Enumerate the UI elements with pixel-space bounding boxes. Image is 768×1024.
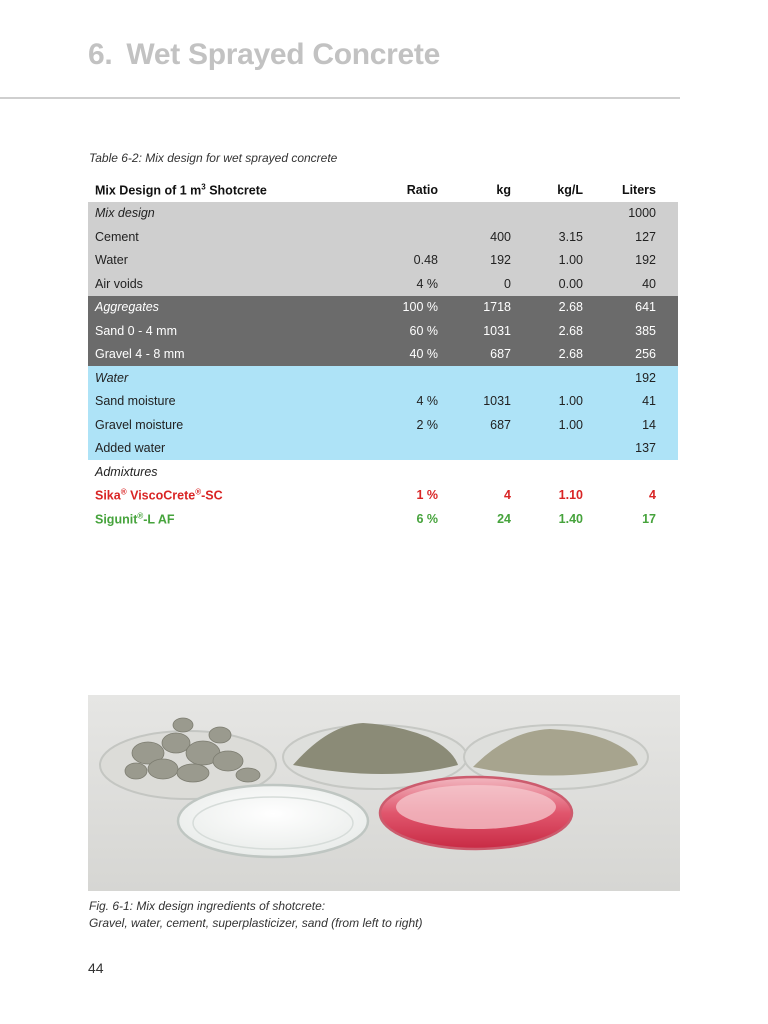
- row-kgl: 1.00: [558, 394, 583, 409]
- row-liters: 41: [642, 394, 656, 409]
- row-name: Cement: [95, 229, 139, 244]
- product-name-part: -SC: [201, 488, 223, 503]
- registered-mark: ®: [120, 487, 127, 497]
- product-name-part: Sika: [95, 488, 121, 503]
- row-liters: 192: [635, 370, 656, 385]
- table-row-air-voids: [88, 272, 678, 296]
- row-kgl: 2.68: [558, 323, 583, 338]
- table-header-row: [88, 178, 678, 202]
- row-liters: 137: [635, 441, 656, 456]
- header-liters: Liters: [621, 182, 656, 197]
- header-mix-design: [95, 182, 267, 197]
- table-row-sand: [88, 319, 678, 343]
- row-kg: 1031: [483, 323, 511, 338]
- registered-mark: ®: [137, 511, 144, 521]
- table-row-cement: [88, 225, 678, 249]
- mix-design-table: [88, 178, 678, 531]
- row-name: Aggregates: [95, 300, 159, 315]
- title-divider: [0, 97, 680, 99]
- row-name: Air voids: [95, 276, 143, 291]
- table-row-sand-moisture: [88, 390, 678, 414]
- row-kgl: 0.00: [558, 276, 583, 291]
- row-kg: 687: [490, 417, 511, 432]
- row-kgl: 1.00: [558, 253, 583, 268]
- registered-mark: ®: [195, 487, 202, 497]
- product-name-part: Sigunit: [95, 512, 138, 527]
- table-row-mix-design: [88, 202, 678, 226]
- row-liters: 4: [649, 488, 656, 503]
- row-liters: 40: [642, 276, 656, 291]
- row-name: Gravel 4 - 8 mm: [95, 347, 185, 362]
- table-row-gravel: [88, 343, 678, 367]
- figure-caption-line2: Gravel, water, cement, superplasticizer, sand (from left to right): [89, 916, 423, 930]
- row-kgl: 1.00: [558, 417, 583, 432]
- row-name: Added water: [95, 441, 166, 456]
- header-kgl: kg/L: [557, 182, 583, 197]
- row-ratio: 100 %: [402, 300, 438, 315]
- row-kg: 1718: [483, 300, 511, 315]
- row-kgl: 2.68: [558, 300, 583, 315]
- table-row-admixtures: [88, 460, 678, 484]
- table-row-sigunit: [88, 507, 678, 531]
- row-ratio: 1 %: [416, 488, 438, 503]
- header-kg: kg: [496, 182, 511, 197]
- row-ratio: 0.48: [413, 253, 438, 268]
- table-row-sika-viscocrete: [88, 484, 678, 508]
- header-name-suffix: Shotcrete: [205, 183, 267, 198]
- row-kgl: 3.15: [558, 229, 583, 244]
- row-kg: 1031: [483, 394, 511, 409]
- chapter-number: 6.: [88, 38, 113, 71]
- row-kgl: 1.10: [558, 488, 583, 503]
- row-kg: 192: [490, 253, 511, 268]
- row-name: Sand moisture: [95, 394, 176, 409]
- table-row-gravel-moisture: [88, 413, 678, 437]
- header-name-text: Mix Design of 1 m: [95, 183, 202, 198]
- row-kg: 4: [504, 488, 511, 503]
- page-number: 44: [88, 960, 104, 976]
- table-row-added-water: [88, 437, 678, 461]
- chapter-title-text: Wet Sprayed Concrete: [126, 38, 440, 71]
- ingredients-photo: [88, 695, 680, 891]
- ingredients-illustration: [88, 695, 680, 891]
- row-name: Gravel moisture: [95, 417, 184, 432]
- row-liters: 385: [635, 323, 656, 338]
- table-row-aggregates: [88, 296, 678, 320]
- row-liters: 256: [635, 347, 656, 362]
- row-ratio: 6 %: [416, 511, 438, 526]
- row-kg: 0: [504, 276, 511, 291]
- product-name-part: -L AF: [143, 512, 175, 527]
- row-liters: 14: [642, 417, 656, 432]
- row-ratio: 40 %: [409, 347, 438, 362]
- chapter-title: [88, 38, 440, 72]
- row-liters: 17: [642, 511, 656, 526]
- figure-caption: [89, 898, 422, 932]
- row-name: [95, 488, 223, 503]
- row-kgl: 2.68: [558, 347, 583, 362]
- row-ratio: 4 %: [416, 276, 438, 291]
- row-name: Admixtures: [95, 464, 158, 479]
- row-name: Water: [95, 370, 129, 385]
- row-ratio: 2 %: [416, 417, 438, 432]
- header-ratio: Ratio: [406, 182, 438, 197]
- product-name-part: ViscoCrete: [126, 488, 196, 503]
- row-kg: 400: [490, 229, 511, 244]
- row-name: Water: [95, 253, 128, 268]
- table-caption: Table 6-2: Mix design for wet sprayed concrete: [89, 151, 338, 165]
- row-ratio: 60 %: [409, 323, 438, 338]
- header-name-sup: 3: [201, 182, 206, 192]
- row-liters: 192: [635, 253, 656, 268]
- row-ratio: 4 %: [416, 394, 438, 409]
- figure-caption-line1: Fig. 6-1: Mix design ingredients of shotcrete:: [89, 899, 326, 913]
- row-liters: 641: [635, 300, 656, 315]
- row-name: Sand 0 - 4 mm: [95, 323, 177, 338]
- row-kg: 687: [490, 347, 511, 362]
- table-row-water-group: [88, 366, 678, 390]
- row-name: Mix design: [95, 206, 155, 221]
- row-liters: 127: [635, 229, 656, 244]
- row-name: [95, 511, 175, 526]
- row-kgl: 1.40: [558, 511, 583, 526]
- table-row-water: [88, 249, 678, 273]
- row-kg: 24: [497, 511, 511, 526]
- row-liters: 1000: [628, 206, 656, 221]
